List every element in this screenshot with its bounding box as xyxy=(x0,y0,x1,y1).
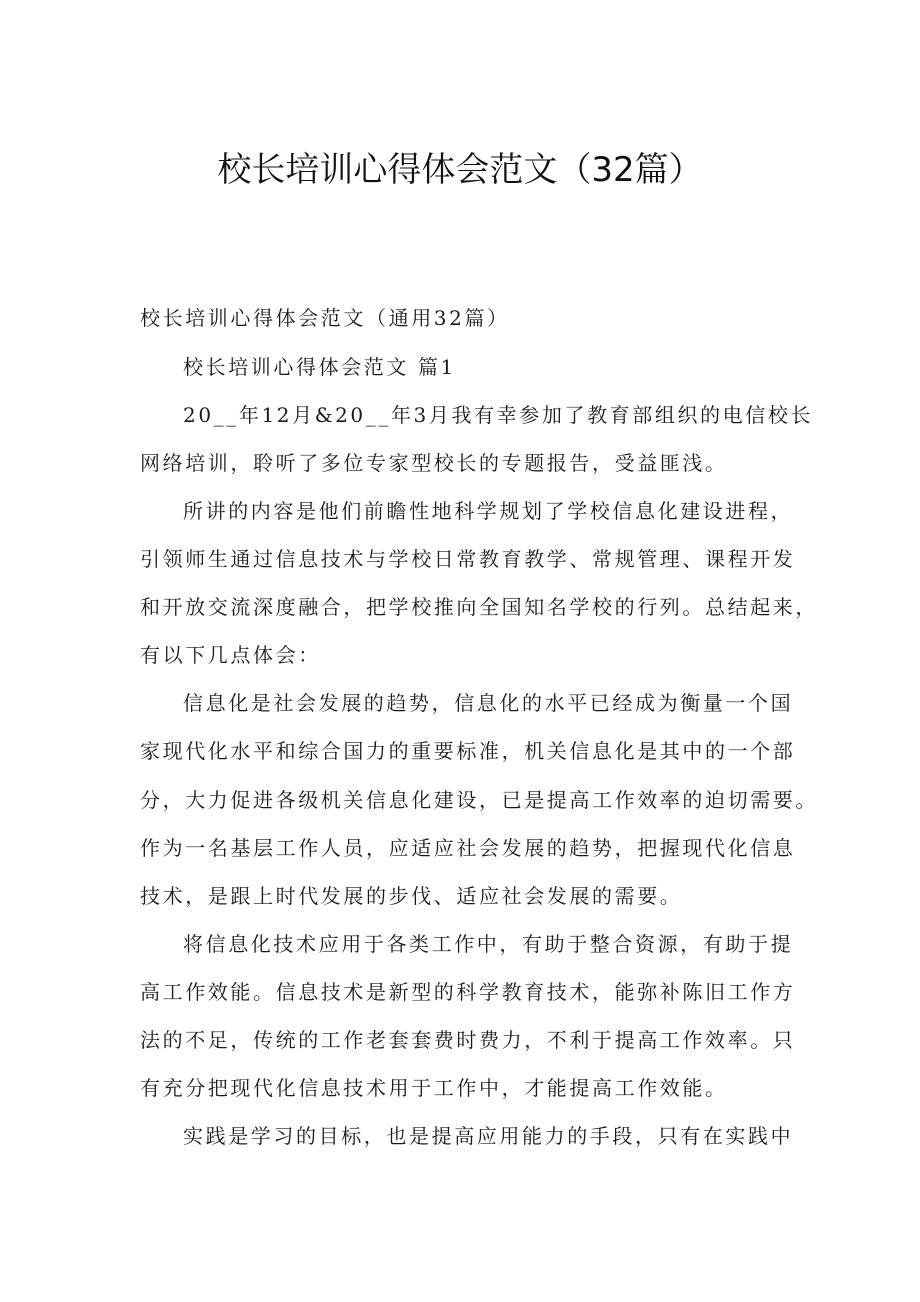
paragraph-line: 和开放交流深度融合，把学校推向全国知名学校的行列。总结起来， xyxy=(140,595,818,619)
paragraph-line: 分，大力促进各级机关信息化建设，已是提高工作效率的迫切需要。 xyxy=(140,788,818,812)
paragraph-line: 有以下几点体会： xyxy=(140,643,321,667)
paragraph-line: 引领师生通过信息技术与学校日常教育教学、常规管理、课程开发 xyxy=(140,547,796,571)
document-subtitle: 校长培训心得体会范文（通用32篇） xyxy=(140,306,510,330)
paragraph-line: 法的不足，传统的工作老套套费时费力，不利于提高工作效率。只 xyxy=(140,1028,796,1052)
paragraph-line: 高工作效能。信息技术是新型的科学教育技术，能弥补陈旧工作方 xyxy=(140,980,796,1004)
paragraph-line: 作为一名基层工作人员，应适应社会发展的趋势，把握现代化信息 xyxy=(140,836,796,860)
paragraph-line: 信息化是社会发展的趋势，信息化的水平已经成为衡量一个国 xyxy=(183,691,794,715)
paragraph-line: 技术，是跟上时代发展的步伐、适应社会发展的需要。 xyxy=(140,884,683,908)
paragraph-line: 有充分把现代化信息技术用于工作中，才能提高工作效能。 xyxy=(140,1076,728,1100)
section-heading: 校长培训心得体会范文 篇1 xyxy=(183,355,456,379)
document-title: 校长培训心得体会范文（32篇） xyxy=(217,150,703,190)
paragraph-line: 家现代化水平和综合国力的重要标准，机关信息化是其中的一个部 xyxy=(140,739,796,763)
paragraph-line: 网络培训，聆听了多位专家型校长的专题报告，受益匪浅。 xyxy=(140,451,728,475)
paragraph-line: 20__年12月&20__年3月我有幸参加了教育部组织的电信校长 xyxy=(183,403,814,427)
paragraph-line: 实践是学习的目标，也是提高应用能力的手段，只有在实践中 xyxy=(183,1124,794,1148)
paragraph-line: 所讲的内容是他们前瞻性地科学规划了学校信息化建设进程， xyxy=(183,499,794,523)
paragraph-line: 将信息化技术应用于各类工作中，有助于整合资源，有助于提 xyxy=(183,932,794,956)
